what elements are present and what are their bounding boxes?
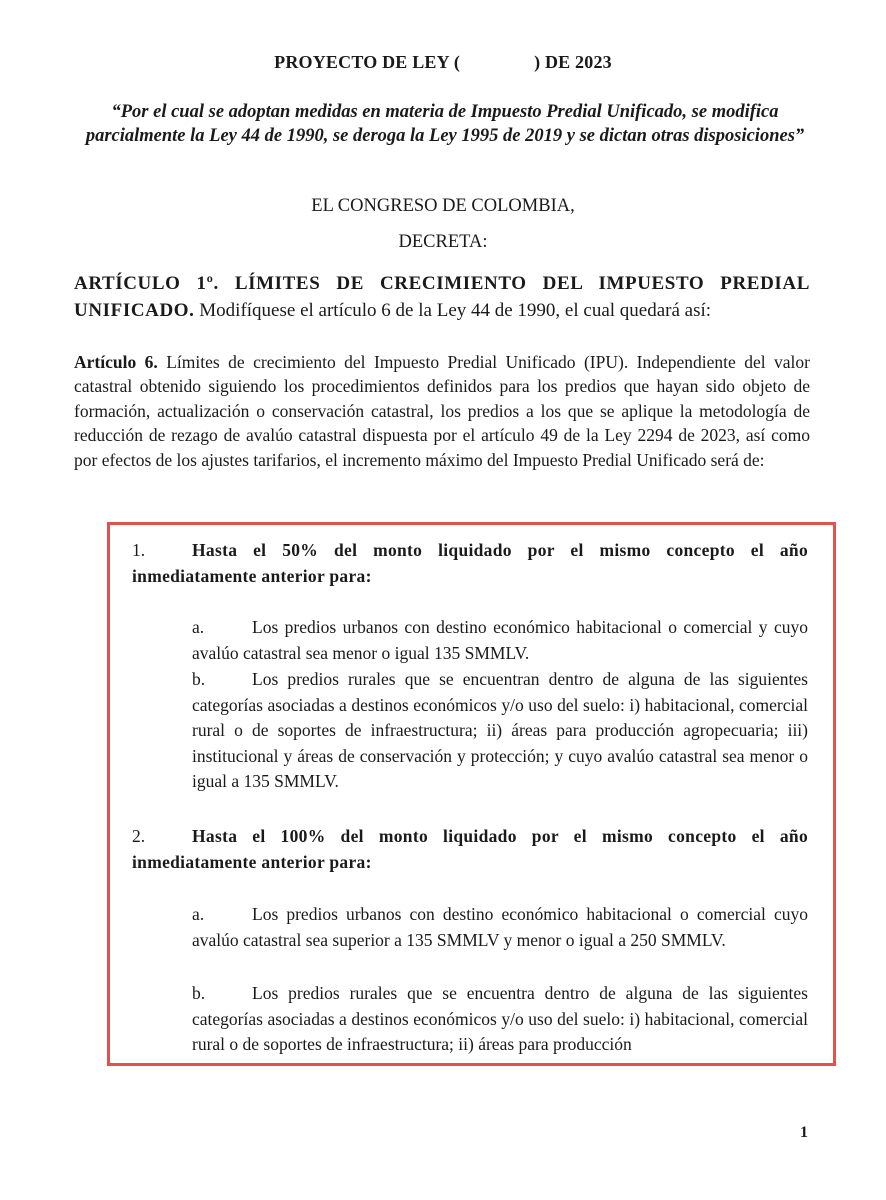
article-6 (74, 350, 810, 472)
item-2a-letter: a. (192, 904, 205, 924)
decreta-line: DECRETA: (398, 232, 488, 252)
item-1-heading-text: Hasta el 50% del monto liquidado por el mismo concepto el año inmediatamente anterior para: (132, 540, 808, 586)
article-1 (74, 270, 810, 324)
item-1a (192, 615, 808, 666)
article-6-text: Límites de crecimiento del Impuesto Predial Unificado (IPU). Independiente del valor catastral obtenido siguiendo los procedimientos definidos para los predios que hayan sido objeto de formación, actualización o conservación catastral, los predios a los que se aplique la metodología de reducción de rezago de avalúo catastral dispuesta por el artículo 49 de la Ley 2294 de 2023, así como por efectos de los ajustes tarifarios, el incremento máximo del Impuesto Predial Unificado será de: (74, 352, 810, 470)
item-2b (192, 981, 808, 1058)
title-left: PROYECTO DE LEY ( (274, 52, 461, 72)
item-2-heading (132, 823, 808, 875)
item-1-heading (132, 537, 808, 589)
document-title (0, 52, 886, 73)
item-2-heading-text: Hasta el 100% del monto liquidado por el mismo concepto el año inmediatamente anterior para: (132, 826, 808, 872)
item-1-number: 1. (132, 540, 146, 560)
item-2b-text: Los predios rurales que se encuentra dentro de alguna de las siguientes categorías asociadas a destinos económicos y/o uso del suelo: i) habitacional, comercial rural o de soportes de infraestructura; ii) áreas para producción (192, 983, 808, 1055)
title-right: ) DE 2023 (534, 52, 612, 72)
item-2a (192, 902, 808, 953)
item-1b (192, 667, 808, 795)
item-2-number: 2. (132, 826, 146, 846)
article-6-heading: Artículo 6. (74, 352, 158, 372)
document-subtitle: “Por el cual se adoptan medidas en materia de Impuesto Predial Unificado, se modifica parcialmente la Ley 44 de 1990, se deroga la Ley 1995 de 2019 y se dictan otras disposiciones” (85, 102, 805, 146)
page-number: 1 (800, 1124, 808, 1141)
article-1-heading: ARTÍCULO 1º. LÍMITES DE CRECIMIENTO DEL IMPUESTO PREDIAL UNIFICADO. (74, 273, 810, 321)
item-2a-text: Los predios urbanos con destino económico habitacional o comercial cuyo avalúo catastral sea superior a 135 SMMLV y menor o igual a 250 SMMLV. (192, 904, 808, 950)
item-2b-letter: b. (192, 983, 206, 1003)
item-1a-text: Los predios urbanos con destino económico habitacional o comercial y cuyo avalúo catastral sea menor o igual 135 SMMLV. (192, 617, 808, 663)
item-1b-letter: b. (192, 669, 206, 689)
article-1-text: Modifíquese el artículo 6 de la Ley 44 de 1990, el cual quedará así: (194, 300, 712, 321)
congreso-line: EL CONGRESO DE COLOMBIA, (311, 196, 575, 216)
item-1b-text: Los predios rurales que se encuentran dentro de alguna de las siguientes categorías asociadas a destinos económicos y/o uso del suelo: i) habitacional, comercial rural o de soportes de infraestructura; ii) áreas para producción agropecuaria; iii) institucional y áreas de conservación y protección; y cuyo avalúo catastral sea menor o igual a 135 SMMLV. (192, 669, 808, 792)
item-1a-letter: a. (192, 617, 205, 637)
